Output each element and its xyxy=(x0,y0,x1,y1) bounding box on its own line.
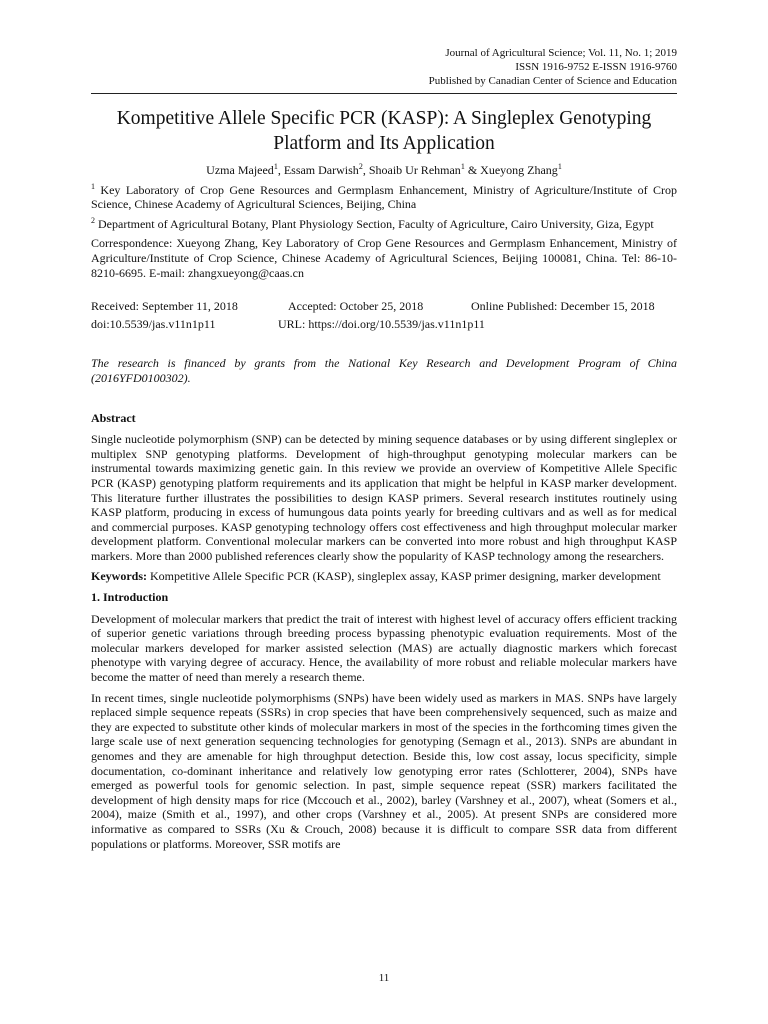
author-separator: , xyxy=(277,163,284,177)
doi: doi:10.5539/jas.v11n1p11 xyxy=(91,316,216,331)
publication-dates xyxy=(91,299,677,314)
affiliation-mark: 2 xyxy=(91,215,95,225)
paper-body xyxy=(91,163,677,857)
page-number: 11 xyxy=(378,972,390,984)
accepted-date: Accepted: October 25, 2018 xyxy=(288,299,424,314)
author-affiliation-mark: 1 xyxy=(557,162,562,171)
published-date: Online Published: December 15, 2018 xyxy=(471,299,655,314)
affiliation xyxy=(91,183,677,212)
abstract-heading: Abstract xyxy=(91,410,136,425)
keywords xyxy=(91,569,677,584)
author-name: Essam Darwish xyxy=(283,163,359,177)
keywords-text: Kompetitive Allele Specific PCR (KASP), singleplex assay, KASP primer designing, marker development xyxy=(147,569,661,584)
paper-title xyxy=(91,106,677,156)
author-name: Shoaib Ur Rehman xyxy=(368,163,461,177)
correspondence: Correspondence: Xueyong Zhang, Key Laboratory of Crop Gene Resources and Germplasm Enhancement, Ministry of Agriculture/Institute of Crop Science, Chinese Academy of Agricultural Sciences, Beijing 100081, China. Tel: 86-10-8210-6695. E-mail: zhangxueyong@caas.cn xyxy=(91,236,677,280)
introduction-paragraph: Development of molecular markers that predict the trait of interest with highest level of accuracy offers efficient tracking of superior genetic variations through breeding process bypassing phenotypic evaluation requirements. Most of the molecular markers developed for marker assisted selection (MAS) are actually diagnostic markers which forecast phenotype with varying degree of accuracy. Hence, the availability of more robust and reliable molecular markers have become the matter of need than merely a research theme. xyxy=(91,611,677,685)
author-affiliation-mark: 2 xyxy=(358,162,363,171)
author-separator: , xyxy=(362,163,369,177)
author-separator: & xyxy=(464,163,481,177)
introduction-paragraph: In recent times, single nucleotide polymorphisms (SNPs) have been widely used as markers in MAS. SNPs have largely replaced simple sequence repeats (SSRs) in crop species that have been comprehensively sequenced, such as maize and they are expected to substitute other kinds of molecular markers in most of the species in the forthcoming times given the large scale use of next generation sequencing technologies for genotyping (Semagn et al., 2013). SNPs are abundant in genomes and they are amenable for high throughput detection. Beside this, low cost assay, locus specificity, simple documentation, co-dominant inheritance and relatively low genotyping error rates (Schlotterer, 2004), SNPs have emerged as powerful tools for genomic selection. In past, simple sequence repeat (SSR) markers facilitated the development of high density maps for rice (Mccouch et al., 2002), barley (Varshney et al., 2007), wheat (Somers et al., 2004), maize (Smith et al., 1997), and other crops (Varshney et al., 2005). At present SNPs are considered more informative as compared to SSRs (Xu & Crouch, 2008) because it is difficult to compare SSR data from different populations or platforms. Moreover, SSR motifs are xyxy=(91,690,677,851)
author-affiliation-mark: 1 xyxy=(460,162,465,171)
header-rule xyxy=(91,93,677,94)
journal-header xyxy=(429,46,677,88)
author-name: Uzma Majeed xyxy=(206,163,274,177)
abstract-text: Single nucleotide polymorphism (SNP) can be detected by mining sequence databases or by using different singleplex or multiplex SNP genotyping platforms. Development of high-throughput genotyping molecular markers can be instrumental towards maximizing genetic gain. In this review we provide an overview of Kompetitive Allele Specific PCR (KASP) genotyping platform requirements and its application that might be helpful in KASP marker development. This literature further illustrates the possibilities to design KASP primers. Several research institutes routinely using KASP platform, producing in excess of humungous data points yearly for breeding cultivars and as well as for medical and commercial purposes. KASP genotyping technology offers cost effectiveness and high throughput molecular marker development platform. Conventional molecular markers can be converted into more robust and high throughput KASP markers. More than 2000 published references clearly show the popularity of KASP technology among the researchers. xyxy=(91,432,677,563)
author-affiliation-mark: 1 xyxy=(273,162,278,171)
author-name: Xueyong Zhang xyxy=(480,163,558,177)
doi-url: URL: https://doi.org/10.5539/jas.v11n1p11 xyxy=(278,316,485,331)
introduction-heading: 1. Introduction xyxy=(91,590,169,605)
received-date: Received: September 11, 2018 xyxy=(91,299,238,314)
journal-issn: ISSN 1916-9752 E-ISSN 1916-9760 xyxy=(515,61,677,73)
keywords-label: Keywords: xyxy=(91,569,147,584)
affiliation-text: Key Laboratory of Crop Gene Resources and Germplasm Enhancement, Ministry of Agriculture/Institute of Crop Science, Chinese Academy of Agricultural Sciences, Beijing, China xyxy=(91,182,677,212)
journal-citation: Journal of Agricultural Science; Vol. 11, No. 1; 2019 xyxy=(445,47,677,59)
doi-line xyxy=(91,317,677,332)
title-line-2: Platform and Its Application xyxy=(273,133,495,154)
affiliation xyxy=(91,217,677,232)
journal-publisher: Published by Canadian Center of Science and Education xyxy=(428,75,677,87)
title-line-1: Kompetitive Allele Specific PCR (KASP): A Singleplex Genotyping xyxy=(116,108,652,129)
author-list xyxy=(91,163,677,178)
affiliation-mark: 1 xyxy=(91,181,95,191)
funding-note: The research is financed by grants from the National Key Research and Development Program of China (2016YFD0100302). xyxy=(91,356,677,385)
affiliation-text: Department of Agricultural Botany, Plant Physiology Section, Faculty of Agriculture, Cairo University, Giza, Egypt xyxy=(95,216,654,231)
